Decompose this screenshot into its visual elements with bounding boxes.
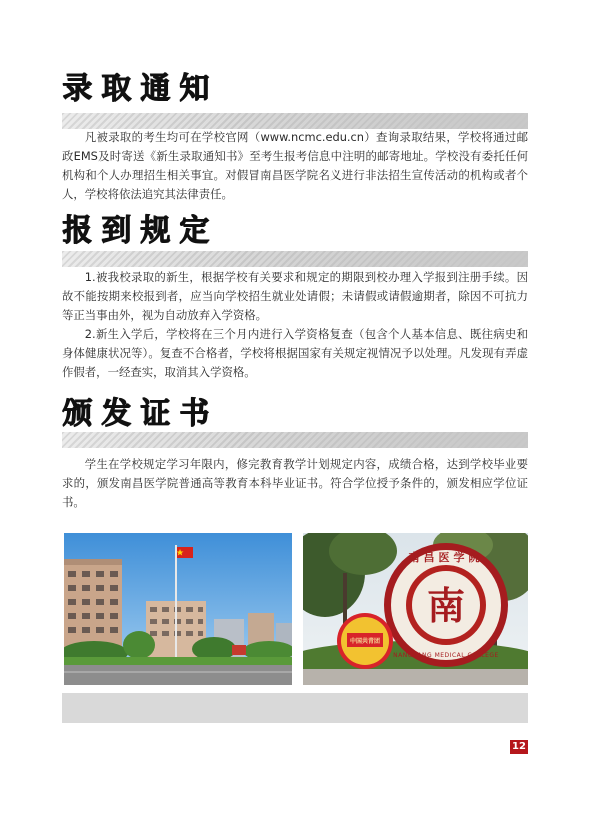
page-number: 12 [510,740,528,754]
campus-building-photo [64,533,292,685]
college-emblem-photo [303,533,528,685]
paragraph: 凡被录取的考生均可在学校官网（www.ncmc.edu.cn）查询录取结果，学校将通过邮政EMS及时寄送《新生录取通知书》至考生报考信息中注明的邮寄地址。学校没有委托任何机构和个人办理招生相关事宜。对假冒南昌医学院名义进行非法招生宣传活动的机构或者个人，学校将依法追究其法律责任。 [62,130,528,201]
section-heading-admission-notice: 录取通知 [62,71,218,106]
badge-text: 中国共青团 [349,638,381,645]
section-heading-registration-rules: 报到规定 [62,213,218,248]
emblem-center-glyph: 南 [426,583,466,628]
heading-divider-band [62,251,528,267]
section-heading-certificates: 颁发证书 [62,396,218,431]
emblem-bottom-text: NANCHANG MEDICAL COLLEGE [393,652,499,659]
registration-rules-text [62,268,528,382]
paragraph: 1.被我校录取的新生，根据学校有关要求和规定的期限到校办理入学报到注册手续。因故不能按期来校报到者，应当向学校招生就业处请假；未请假或请假逾期者，除因不可抗力等正当事由外，视为自动放弃入学资格。 [62,270,528,322]
heading-divider-band [62,432,528,448]
admission-notice-text [62,128,528,204]
heading-divider-band [62,113,528,129]
certificates-text [62,455,528,512]
emblem-top-text: 南昌医学院 [408,551,484,564]
paragraph: 学生在学校规定学习年限内，修完教育教学计划规定内容，成绩合格，达到学校毕业要求的，颁发南昌医学院普通高等教育本科毕业证书。符合学位授予条件的，颁发相应学位证书。 [62,457,528,509]
footer-gray-band [62,693,528,723]
paragraph: 2.新生入学后，学校将在三个月内进行入学资格复查（包含个人基本信息、既往病史和身体健康状况等）。复查不合格者，学校将根据国家有关规定视情况予以处理。凡发现有弄虚作假者，一经查实，取消其入学资格。 [62,327,528,379]
